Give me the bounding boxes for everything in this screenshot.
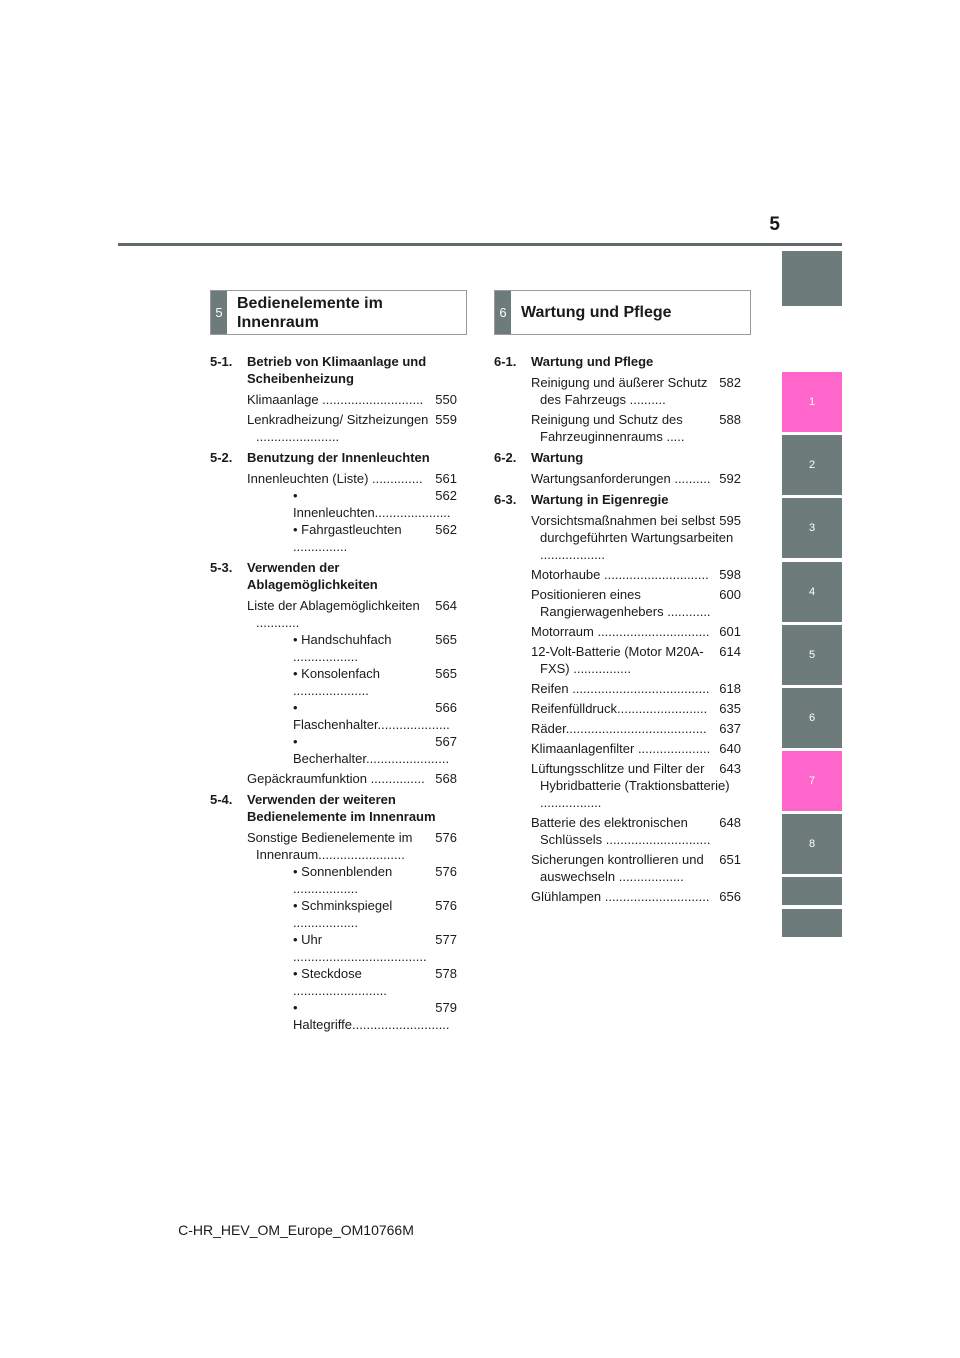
chapter-tab[interactable]: 4: [782, 562, 842, 622]
toc-entry-text: Sonstige Bedienelemente im Innenraum........................: [247, 830, 413, 862]
toc-entry[interactable]: [494, 623, 741, 640]
chapter-tab[interactable]: 1: [782, 372, 842, 432]
toc-entry-line: [531, 888, 741, 905]
chapter-tab[interactable]: [782, 251, 842, 306]
toc-entry-text: Reifenfülldruck.........................: [531, 701, 708, 716]
toc-group-title: Wartung und Pflege: [531, 354, 654, 369]
toc-entry-page[interactable]: 600: [719, 587, 741, 602]
toc-entry[interactable]: [494, 888, 741, 905]
header-rule: [118, 243, 842, 246]
toc-group: [210, 791, 457, 1033]
toc-group: [494, 449, 741, 487]
toc-subentry[interactable]: [247, 487, 457, 521]
toc-subentry-page[interactable]: 579: [435, 1000, 457, 1015]
toc-entry-text: Liste der Ablagemöglichkeiten ............: [247, 598, 420, 630]
toc-entry-text: Innenleuchten (Liste) ..............: [247, 471, 423, 486]
toc-subentry-page[interactable]: 562: [435, 522, 457, 537]
toc-subentry-page[interactable]: 578: [435, 966, 457, 981]
toc-subentry[interactable]: [247, 521, 457, 555]
toc-group: [210, 559, 457, 787]
toc-group-title: Verwenden der Ablagemöglichkeiten: [247, 560, 378, 592]
chapter-tab[interactable]: 2: [782, 435, 842, 495]
chapter-tab[interactable]: 6: [782, 688, 842, 748]
toc-entry-text: Räder.......................................: [531, 721, 707, 736]
toc-entry-page[interactable]: 595: [719, 513, 741, 528]
toc-entry-page[interactable]: 568: [435, 771, 457, 786]
toc-group: [210, 353, 457, 445]
toc-entry-text: Wartungsanforderungen ..........: [531, 471, 711, 486]
toc-entry-line: [531, 814, 741, 848]
toc-entry-line: [531, 700, 741, 717]
toc-subentry[interactable]: [247, 931, 457, 965]
toc-subentry-page[interactable]: 577: [435, 932, 457, 947]
toc-entry-page[interactable]: 559: [435, 412, 457, 427]
toc-entry-text: Klimaanlage ............................: [247, 392, 424, 407]
toc-entry[interactable]: [494, 512, 741, 563]
toc-entry-page[interactable]: 640: [719, 741, 741, 756]
toc-subentry-text: • Flaschenhalter....................: [293, 700, 450, 732]
toc-entry-line: [531, 470, 741, 487]
toc-entry-page[interactable]: 582: [719, 375, 741, 390]
toc-entry-text: Batterie des elektronischen Schlüssels .............................: [531, 815, 711, 847]
toc-entry-text: Sicherungen kontrollieren und auswechseln ..................: [531, 852, 704, 884]
toc-entry[interactable]: [210, 411, 457, 445]
toc-entry-page[interactable]: 564: [435, 598, 457, 613]
chapter-tab[interactable]: 7: [782, 751, 842, 811]
toc-group-heading: [210, 791, 457, 825]
toc-entry[interactable]: [494, 643, 741, 677]
toc-entry[interactable]: [210, 770, 457, 787]
toc-entry-page[interactable]: 592: [719, 471, 741, 486]
section-header-left: [210, 290, 467, 335]
page-number: 5: [769, 214, 780, 235]
toc-entry-line: [247, 770, 457, 787]
toc-entry-line: [531, 623, 741, 640]
toc-subentry[interactable]: [247, 665, 457, 699]
toc-entry-text: Klimaanlagenfilter ....................: [531, 741, 711, 756]
toc-group-heading: [210, 449, 457, 466]
toc-group: [210, 449, 457, 555]
chapter-tab[interactable]: [782, 909, 842, 937]
toc-entry[interactable]: [494, 740, 741, 757]
toc-entry-page[interactable]: 550: [435, 392, 457, 407]
section-number-badge: 6: [495, 291, 511, 334]
toc-entry-text: Motorhaube .............................: [531, 567, 709, 582]
toc-entry[interactable]: [210, 470, 457, 555]
toc-subentry-text: • Sonnenblenden ..................: [293, 864, 393, 896]
toc-group-heading: [210, 559, 457, 593]
toc-group-title: Verwenden der weiteren Bedienelemente im Innenraum: [247, 792, 436, 824]
toc-subentry-text: • Handschuhfach ..................: [293, 632, 392, 664]
page-footer: C-HR_HEV_OM_Europe_OM10766M: [178, 1222, 414, 1238]
toc-group-number: 5-4.: [210, 792, 233, 807]
toc-subentry[interactable]: [247, 631, 457, 665]
toc-subentry-text: • Innenleuchten.....................: [293, 488, 451, 520]
toc-group-number: 6-1.: [494, 354, 517, 369]
toc-entry[interactable]: [494, 760, 741, 811]
toc-entry-text: Vorsichtsmaßnahmen bei selbst durchgeführten Wartungsarbeiten ..................: [531, 513, 734, 562]
toc-entry-page[interactable]: 651: [719, 852, 741, 867]
toc-entry-text: Glühlampen .............................: [531, 889, 710, 904]
toc-entry-text: Motorraum ...............................: [531, 624, 710, 639]
toc-group-heading: [494, 353, 741, 370]
toc-entry-page[interactable]: 561: [435, 471, 457, 486]
toc-group-number: 5-3.: [210, 560, 233, 575]
toc-subentry[interactable]: [247, 699, 457, 733]
toc-entry[interactable]: [494, 566, 741, 583]
toc-entry-text: 12-Volt-Batterie (Motor M20A-FXS) ................: [531, 644, 704, 676]
chapter-tab[interactable]: 5: [782, 625, 842, 685]
toc-entry-page[interactable]: 643: [719, 761, 741, 776]
toc-subentry-page[interactable]: 576: [435, 898, 457, 913]
toc-subentry-text: • Uhr .....................................: [293, 932, 427, 964]
toc-subentry-text: • Steckdose ..........................: [293, 966, 387, 998]
toc-entry-page[interactable]: 656: [719, 889, 741, 904]
section-number-badge: 5: [211, 291, 227, 334]
toc-entry-page[interactable]: 635: [719, 701, 741, 716]
toc-entry-line: [531, 411, 741, 445]
toc-entry-page[interactable]: 598: [719, 567, 741, 582]
section-title: Wartung und Pflege: [521, 304, 672, 321]
toc-entry-text: Lenkradheizung/ Sitzheizungen .......................: [247, 412, 429, 444]
toc-entry-page[interactable]: 601: [719, 624, 741, 639]
toc-entry-text: Reifen ......................................: [531, 681, 710, 696]
toc-entry-text: Lüftungsschlitze und Filter der Hybridbatterie (Traktionsbatterie) .................: [531, 761, 730, 810]
toc-subentry[interactable]: [247, 965, 457, 999]
toc-entry-line: [531, 720, 741, 737]
toc-entry[interactable]: [494, 700, 741, 717]
toc-subentry[interactable]: [247, 999, 457, 1033]
toc-entry[interactable]: [494, 411, 741, 445]
section-title: Bedienelemente im Innenraum: [237, 294, 383, 331]
toc-group-title: Benutzung der Innenleuchten: [247, 450, 430, 465]
chapter-tab[interactable]: 3: [782, 498, 842, 558]
toc-subentry-text: • Fahrgastleuchten ...............: [293, 522, 402, 554]
toc-subentry-page[interactable]: 565: [435, 666, 457, 681]
toc-group-title: Wartung: [531, 450, 584, 465]
toc-subentry[interactable]: [247, 863, 457, 897]
toc-entry-text: Gepäckraumfunktion ...............: [247, 771, 425, 786]
toc-column-right: [494, 353, 741, 909]
toc-entry-line: [247, 470, 457, 487]
toc-entry-line: [247, 411, 457, 445]
toc-entry-page[interactable]: 618: [719, 681, 741, 696]
toc-subentry-page[interactable]: 562: [435, 488, 457, 503]
toc-group-number: 6-3.: [494, 492, 517, 507]
toc-entry-page[interactable]: 637: [719, 721, 741, 736]
toc-entry-page[interactable]: 648: [719, 815, 741, 830]
toc-entry-line: [247, 391, 457, 408]
toc-entry-line: [247, 829, 457, 863]
toc-subentry[interactable]: [247, 897, 457, 931]
toc-entry[interactable]: [210, 829, 457, 1033]
toc-entry-line: [531, 680, 741, 697]
toc-entry-text: Positionieren eines Rangierwagenhebers ............: [531, 587, 711, 619]
toc-subentry-text: • Schminkspiegel ..................: [293, 898, 393, 930]
toc-group-heading: [210, 353, 457, 387]
toc-entry[interactable]: [210, 597, 457, 767]
toc-column-left: [210, 353, 457, 1037]
toc-subentry-page[interactable]: 576: [435, 864, 457, 879]
toc-entry-page[interactable]: 576: [435, 830, 457, 845]
toc-group-heading: [494, 449, 741, 466]
toc-entry[interactable]: [494, 374, 741, 408]
toc-subentry[interactable]: [247, 733, 457, 767]
toc-entry-line: [531, 740, 741, 757]
chapter-tab[interactable]: [782, 877, 842, 905]
chapter-tab[interactable]: 8: [782, 814, 842, 874]
toc-entry[interactable]: [494, 814, 741, 848]
toc-entry[interactable]: [494, 470, 741, 487]
toc-group-title: Betrieb von Klimaanlage und Scheibenheizung: [247, 354, 427, 386]
toc-subentry-text: • Konsolenfach .....................: [293, 666, 380, 698]
toc-entry-page[interactable]: 588: [719, 412, 741, 427]
toc-entry-line: [531, 512, 741, 563]
toc-entry-line: [531, 586, 741, 620]
toc-subentry-text: • Haltegriffe...........................: [293, 1000, 450, 1032]
toc-group-heading: [494, 491, 741, 508]
toc-group-title: Wartung in Eigenregie: [531, 492, 669, 507]
toc-group-number: 5-2.: [210, 450, 233, 465]
toc-entry-text: Reinigung und äußerer Schutz des Fahrzeugs ..........: [531, 375, 708, 407]
toc-group: [494, 353, 741, 445]
toc-entry-line: [531, 374, 741, 408]
toc-entry-line: [247, 597, 457, 631]
toc-subentry-page[interactable]: 565: [435, 632, 457, 647]
toc-entry[interactable]: [210, 391, 457, 408]
toc-entry-page[interactable]: 614: [719, 644, 741, 659]
toc-subentry-text: • Becherhalter.......................: [293, 734, 450, 766]
toc-entry[interactable]: [494, 720, 741, 737]
toc-entry-text: Reinigung und Schutz des Fahrzeuginnenraums .....: [531, 412, 685, 444]
toc-entry-line: [531, 851, 741, 885]
toc-entry[interactable]: [494, 851, 741, 885]
toc-group: [494, 491, 741, 905]
toc-subentry-page[interactable]: 566: [435, 700, 457, 715]
toc-entry-line: [531, 643, 741, 677]
toc-subentry-page[interactable]: 567: [435, 734, 457, 749]
toc-entry-line: [531, 760, 741, 811]
toc-entry[interactable]: [494, 586, 741, 620]
toc-group-number: 5-1.: [210, 354, 233, 369]
section-header-right: [494, 290, 751, 335]
toc-group-number: 6-2.: [494, 450, 517, 465]
toc-entry-line: [531, 566, 741, 583]
toc-entry[interactable]: [494, 680, 741, 697]
